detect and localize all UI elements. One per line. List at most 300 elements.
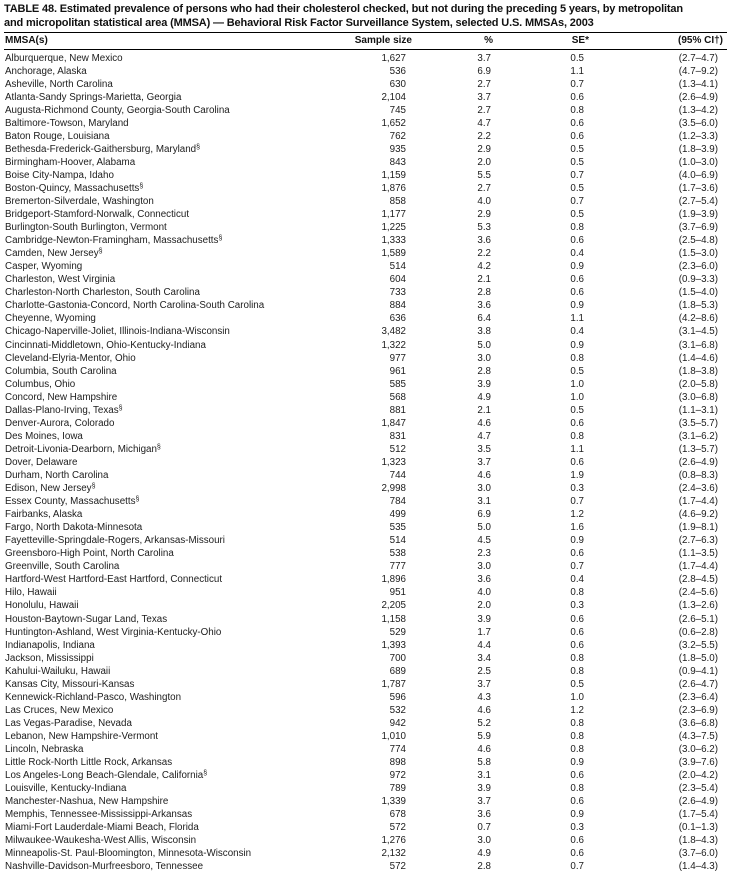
table-row [4,91,727,104]
mmsa-name: Cambridge-Newton-Framingham, Massachusetts§ [5,235,223,247]
se-value: 0.9 [570,339,584,351]
ci-value: (1.4–4.3) [678,861,718,873]
sample-size-value: 596 [389,691,406,703]
table-row [4,521,727,534]
table-row [4,443,727,456]
sample-size-value: 499 [389,509,406,521]
ci-value: (2.7–6.3) [678,535,718,547]
ci-value: (1.7–4.4) [678,496,718,508]
footnote-marker: § [218,235,223,243]
mmsa-name: Kahului-Wailuku, Hawaii [5,665,111,677]
percent-value: 2.2 [477,248,491,260]
se-value: 0.6 [570,456,584,468]
percent-value: 3.5 [477,443,491,455]
table-row [4,469,727,482]
mmsa-name: Manchester-Nashua, New Hampshire [5,796,169,808]
percent-value: 2.9 [477,209,491,221]
sample-size-value: 1,333 [381,235,406,247]
sample-size-value: 636 [389,313,406,325]
table-title [4,3,726,30]
sample-size-value: 1,787 [381,678,406,690]
table-row [4,743,727,756]
sample-size-value: 777 [389,561,406,573]
sample-size-value: 1,393 [381,639,406,651]
table-row [4,286,727,299]
sample-size-value: 745 [389,104,406,116]
percent-value: 4.7 [477,430,491,442]
se-value: 1.2 [570,704,584,716]
ci-value: (1.7–4.4) [678,561,718,573]
se-value: 0.3 [570,822,584,834]
mmsa-name: Charlotte-Gastonia-Concord, North Carolina-South Carolina [5,300,265,312]
ci-value: (0.9–4.1) [678,665,718,677]
percent-value: 0.7 [477,822,491,834]
mmsa-name: Los Angeles-Long Beach-Glendale, California§ [5,770,208,782]
sample-size-value: 2,132 [381,848,406,860]
sample-size-value: 689 [389,665,406,677]
sample-size-value: 1,896 [381,574,406,586]
sample-size-value: 1,589 [381,248,406,260]
ci-value: (3.5–5.7) [678,417,718,429]
table-title-line-2: and micropolitan statistical area (MMSA) — Behavioral Risk Factor Surveillance System, selected U.S. MMSAs, 2003 [4,16,594,29]
table-row [4,808,727,821]
table-row [4,769,727,782]
ci-value: (2.0–4.2) [678,770,718,782]
se-value: 0.4 [570,574,584,586]
ci-value: (3.5–6.0) [678,117,718,129]
ci-value: (3.7–6.0) [678,848,718,860]
table-header [4,33,727,50]
column-header-ci: (95% CI†) [599,33,727,50]
mmsa-name: Edison, New Jersey§ [5,483,96,495]
table-row [4,495,727,508]
ci-value: (3.6–6.8) [678,717,718,729]
ci-value: (2.7–5.4) [678,196,718,208]
percent-value: 3.6 [477,574,491,586]
mmsa-name: Boise City-Nampa, Idaho [5,169,114,181]
table-row [4,169,727,182]
mmsa-name: Columbus, Ohio [5,378,76,390]
percent-value: 3.4 [477,652,491,664]
table-row [4,860,727,873]
ci-value: (0.9–3.3) [678,274,718,286]
mmsa-name: Burlington-South Burlington, Vermont [5,222,167,234]
se-value: 0.8 [570,717,584,729]
table-row [4,234,727,247]
table-row [4,130,727,143]
mmsa-name: Hartford-West Hartford-East Hartford, Connecticut [5,574,223,586]
percent-value: 3.9 [477,378,491,390]
percent-value: 2.1 [477,404,491,416]
mmsa-name: Huntington-Ashland, West Virginia-Kentucky-Ohio [5,626,222,638]
mmsa-name: Anchorage, Alaska [5,65,87,77]
mmsa-name: Cheyenne, Wyoming [5,313,96,325]
table-row [4,117,727,130]
percent-value: 2.8 [477,861,491,873]
se-value: 0.6 [570,287,584,299]
percent-value: 5.8 [477,757,491,769]
sample-size-value: 536 [389,65,406,77]
se-value: 1.0 [570,391,584,403]
sample-size-value: 1,159 [381,169,406,181]
percent-value: 2.7 [477,78,491,90]
table-row [4,652,727,665]
se-value: 0.6 [570,626,584,638]
table-row [4,613,727,626]
se-value: 1.1 [570,443,584,455]
mmsa-name: Casper, Wyoming [5,261,83,273]
mmsa-name: Charleston, West Virginia [5,274,116,286]
table-row [4,417,727,430]
sample-size-value: 604 [389,274,406,286]
se-value: 0.8 [570,587,584,599]
se-value: 0.9 [570,300,584,312]
sample-size-value: 585 [389,378,406,390]
footnote-marker: § [98,248,103,256]
mmsa-name: Fayetteville-Springdale-Rogers, Arkansas-Missouri [5,535,225,547]
sample-size-value: 858 [389,196,406,208]
percent-value: 2.3 [477,548,491,560]
sample-size-value: 532 [389,704,406,716]
ci-value: (2.4–5.6) [678,587,718,599]
ci-value: (1.4–4.6) [678,352,718,364]
table-row [4,586,727,599]
percent-value: 3.6 [477,235,491,247]
se-value: 0.6 [570,835,584,847]
percent-value: 3.0 [477,352,491,364]
mmsa-name: Lebanon, New Hampshire-Vermont [5,730,159,742]
percent-value: 3.0 [477,561,491,573]
column-header-sample-size: Sample size [344,33,434,50]
sample-size-value: 1,627 [381,52,406,64]
ci-value: (1.8–3.9) [678,143,718,155]
sample-size-value: 678 [389,809,406,821]
sample-size-value: 831 [389,430,406,442]
se-value: 0.5 [570,365,584,377]
ci-value: (1.5–3.0) [678,248,718,260]
mmsa-name: Denver-Aurora, Colorado [5,417,115,429]
table-row [4,691,727,704]
table-row [4,78,727,91]
percent-value: 2.7 [477,104,491,116]
percent-value: 3.7 [477,678,491,690]
sample-size-value: 535 [389,522,406,534]
mmsa-name: Las Vegas-Paradise, Nevada [5,717,132,729]
ci-value: (2.6–5.1) [678,613,718,625]
se-value: 0.9 [570,535,584,547]
table-row [4,626,727,639]
ci-value: (4.0–6.9) [678,169,718,181]
table-row [4,482,727,495]
table-row [4,404,727,417]
table-row [4,391,727,404]
mmsa-name: Honolulu, Hawaii [5,600,79,612]
sample-size-value: 1,876 [381,182,406,194]
se-value: 1.6 [570,522,584,534]
sample-size-value: 935 [389,143,406,155]
sample-size-value: 568 [389,391,406,403]
ci-value: (2.3–6.9) [678,704,718,716]
ci-value: (2.6–4.9) [678,91,718,103]
sample-size-value: 2,104 [381,91,406,103]
se-value: 0.8 [570,665,584,677]
sample-size-value: 789 [389,783,406,795]
percent-value: 4.4 [477,639,491,651]
sample-size-value: 3,482 [381,326,406,338]
se-value: 0.8 [570,730,584,742]
ci-value: (4.7–9.2) [678,65,718,77]
se-value: 1.0 [570,378,584,390]
footnote-marker: § [91,483,96,491]
prevalence-table [4,32,727,873]
sample-size-value: 843 [389,156,406,168]
table-row [4,573,727,586]
percent-value: 3.7 [477,91,491,103]
percent-value: 4.5 [477,535,491,547]
footnote-marker: § [196,143,201,151]
table-row [4,508,727,521]
se-value: 0.8 [570,743,584,755]
se-value: 0.7 [570,169,584,181]
percent-value: 5.2 [477,717,491,729]
sample-size-value: 514 [389,535,406,547]
ci-value: (1.3–5.7) [678,443,718,455]
ci-value: (1.2–3.3) [678,130,718,142]
table-body [4,49,727,873]
percent-value: 3.6 [477,809,491,821]
percent-value: 6.9 [477,65,491,77]
mmsa-name: Cleveland-Elyria-Mentor, Ohio [5,352,136,364]
percent-value: 4.7 [477,117,491,129]
table-header-row [4,33,727,50]
sample-size-value: 572 [389,861,406,873]
se-value: 0.5 [570,143,584,155]
se-value: 0.6 [570,796,584,808]
ci-value: (2.6–4.7) [678,678,718,690]
ci-value: (1.7–5.4) [678,809,718,821]
table-row [4,221,727,234]
se-value: 1.2 [570,509,584,521]
table-row [4,847,727,860]
percent-value: 3.0 [477,835,491,847]
ci-value: (2.0–5.8) [678,378,718,390]
sample-size-value: 1,276 [381,835,406,847]
mmsa-name: Chicago-Naperville-Joliet, Illinois-Indiana-Wisconsin [5,326,230,338]
sample-size-value: 884 [389,300,406,312]
mmsa-name: Louisville, Kentucky-Indiana [5,783,127,795]
mmsa-name: Bremerton-Silverdale, Washington [5,196,154,208]
ci-value: (3.0–6.8) [678,391,718,403]
sample-size-value: 1,177 [381,209,406,221]
percent-value: 3.1 [477,496,491,508]
percent-value: 3.7 [477,456,491,468]
footnote-marker: § [203,770,208,778]
percent-value: 4.9 [477,848,491,860]
mmsa-name: Jackson, Mississippi [5,652,94,664]
percent-value: 5.0 [477,339,491,351]
se-value: 0.4 [570,248,584,260]
table-row [4,730,727,743]
ci-value: (1.7–3.6) [678,182,718,194]
table-title-line-1: TABLE 48. Estimated prevalence of persons who had their cholesterol checked, but not during the preceding 5 years, by metropolitan [4,3,683,15]
se-value: 0.5 [570,404,584,416]
se-value: 0.8 [570,430,584,442]
sample-size-value: 529 [389,626,406,638]
se-value: 1.1 [570,65,584,77]
mmsa-name: Des Moines, Iowa [5,430,83,442]
sample-size-value: 942 [389,717,406,729]
ci-value: (1.0–3.0) [678,156,718,168]
ci-value: (2.6–4.9) [678,456,718,468]
table-row [4,560,727,573]
mmsa-name: Las Cruces, New Mexico [5,704,114,716]
table-row [4,821,727,834]
mmsa-name: Houston-Baytown-Sugar Land, Texas [5,613,168,625]
table-row [4,104,727,117]
table-row [4,65,727,78]
se-value: 0.5 [570,678,584,690]
footnote-marker: § [118,404,123,412]
ci-value: (3.1–6.2) [678,430,718,442]
table-row [4,339,727,352]
sample-size-value: 951 [389,587,406,599]
se-value: 0.5 [570,52,584,64]
sample-size-value: 1,225 [381,222,406,234]
se-value: 0.6 [570,274,584,286]
ci-value: (1.1–3.1) [678,404,718,416]
mmsa-name: Miami-Fort Lauderdale-Miami Beach, Florida [5,822,199,834]
mmsa-name: Boston-Quincy, Massachusetts§ [5,182,144,194]
table-row [4,352,727,365]
percent-value: 3.1 [477,770,491,782]
table-row [4,182,727,195]
mmsa-name: Dallas-Plano-Irving, Texas§ [5,404,123,416]
percent-value: 4.0 [477,587,491,599]
table-row [4,717,727,730]
table-row [4,208,727,221]
mmsa-name: Cincinnati-Middletown, Ohio-Kentucky-Indiana [5,339,206,351]
sample-size-value: 1,847 [381,417,406,429]
ci-value: (4.3–7.5) [678,730,718,742]
ci-value: (3.0–6.2) [678,743,718,755]
table-row [4,547,727,560]
percent-value: 5.5 [477,169,491,181]
mmsa-name: Baltimore-Towson, Maryland [5,117,129,129]
percent-value: 4.3 [477,691,491,703]
percent-value: 5.3 [477,222,491,234]
mmsa-name: Fargo, North Dakota-Minnesota [5,522,143,534]
percent-value: 3.7 [477,52,491,64]
ci-value: (1.8–4.3) [678,835,718,847]
ci-value: (1.8–5.0) [678,652,718,664]
table-row [4,365,727,378]
sample-size-value: 1,652 [381,117,406,129]
percent-value: 2.9 [477,143,491,155]
mmsa-name: Durham, North Carolina [5,470,109,481]
ci-value: (3.2–5.5) [678,639,718,651]
sample-size-value: 2,998 [381,483,406,495]
table-row [4,49,727,65]
percent-value: 2.8 [477,287,491,299]
table-row [4,195,727,208]
mmsa-name: Little Rock-North Little Rock, Arkansas [5,757,173,769]
footnote-marker: § [156,443,161,451]
sample-size-value: 514 [389,261,406,273]
percent-value: 4.9 [477,391,491,403]
mmsa-name: Asheville, North Carolina [5,78,113,90]
table-row [4,795,727,808]
sample-size-value: 512 [389,443,406,455]
percent-value: 3.0 [477,483,491,495]
se-value: 0.6 [570,639,584,651]
mmsa-name: Alburquerque, New Mexico [5,52,123,64]
table-row [4,378,727,391]
table-row [4,325,727,338]
se-value: 0.6 [570,548,584,560]
se-value: 0.9 [570,757,584,769]
se-value: 0.6 [570,848,584,860]
percent-value: 4.6 [477,704,491,716]
mmsa-name: Minneapolis-St. Paul-Bloomington, Minnesota-Wisconsin [5,848,252,860]
ci-value: (0.8–8.3) [678,470,718,481]
percent-value: 3.7 [477,796,491,808]
sample-size-value: 1,158 [381,613,406,625]
se-value: 0.6 [570,613,584,625]
sample-size-value: 881 [389,404,406,416]
mmsa-name: Memphis, Tennessee-Mississippi-Arkansas [5,809,193,821]
ci-value: (2.7–4.7) [678,52,718,64]
mmsa-name: Kansas City, Missouri-Kansas [5,678,135,690]
column-header-percent: % [434,33,504,50]
percent-value: 2.7 [477,182,491,194]
se-value: 0.9 [570,809,584,821]
column-header-mmsa: MMSA(s) [4,33,344,50]
percent-value: 1.7 [477,626,491,638]
sample-size-value: 744 [389,470,406,481]
percent-value: 4.6 [477,417,491,429]
table-row [4,273,727,286]
sample-size-value: 762 [389,130,406,142]
mmsa-name: Lincoln, Nebraska [5,743,84,755]
table-row [4,756,727,769]
sample-size-value: 898 [389,757,406,769]
ci-value: (1.8–5.3) [678,300,718,312]
se-value: 1.9 [570,470,584,481]
sample-size-value: 784 [389,496,406,508]
percent-value: 2.0 [477,156,491,168]
ci-value: (2.8–4.5) [678,574,718,586]
mmsa-name: Camden, New Jersey§ [5,248,103,260]
ci-value: (1.1–3.5) [678,548,718,560]
se-value: 0.8 [570,352,584,364]
table-row [4,834,727,847]
mmsa-name: Dover, Delaware [5,456,78,468]
mmsa-name: Bethesda-Frederick-Gaithersburg, Maryland§ [5,143,201,155]
percent-value: 2.2 [477,130,491,142]
percent-value: 6.9 [477,509,491,521]
se-value: 1.0 [570,691,584,703]
se-value: 0.6 [570,235,584,247]
table-row [4,299,727,312]
se-value: 0.6 [570,130,584,142]
mmsa-name: Birmingham-Hoover, Alabama [5,156,136,168]
table-row [4,260,727,273]
table-row [4,665,727,678]
sample-size-value: 733 [389,287,406,299]
ci-value: (0.6–2.8) [678,626,718,638]
sample-size-value: 1,339 [381,796,406,808]
ci-value: (2.3–5.4) [678,783,718,795]
